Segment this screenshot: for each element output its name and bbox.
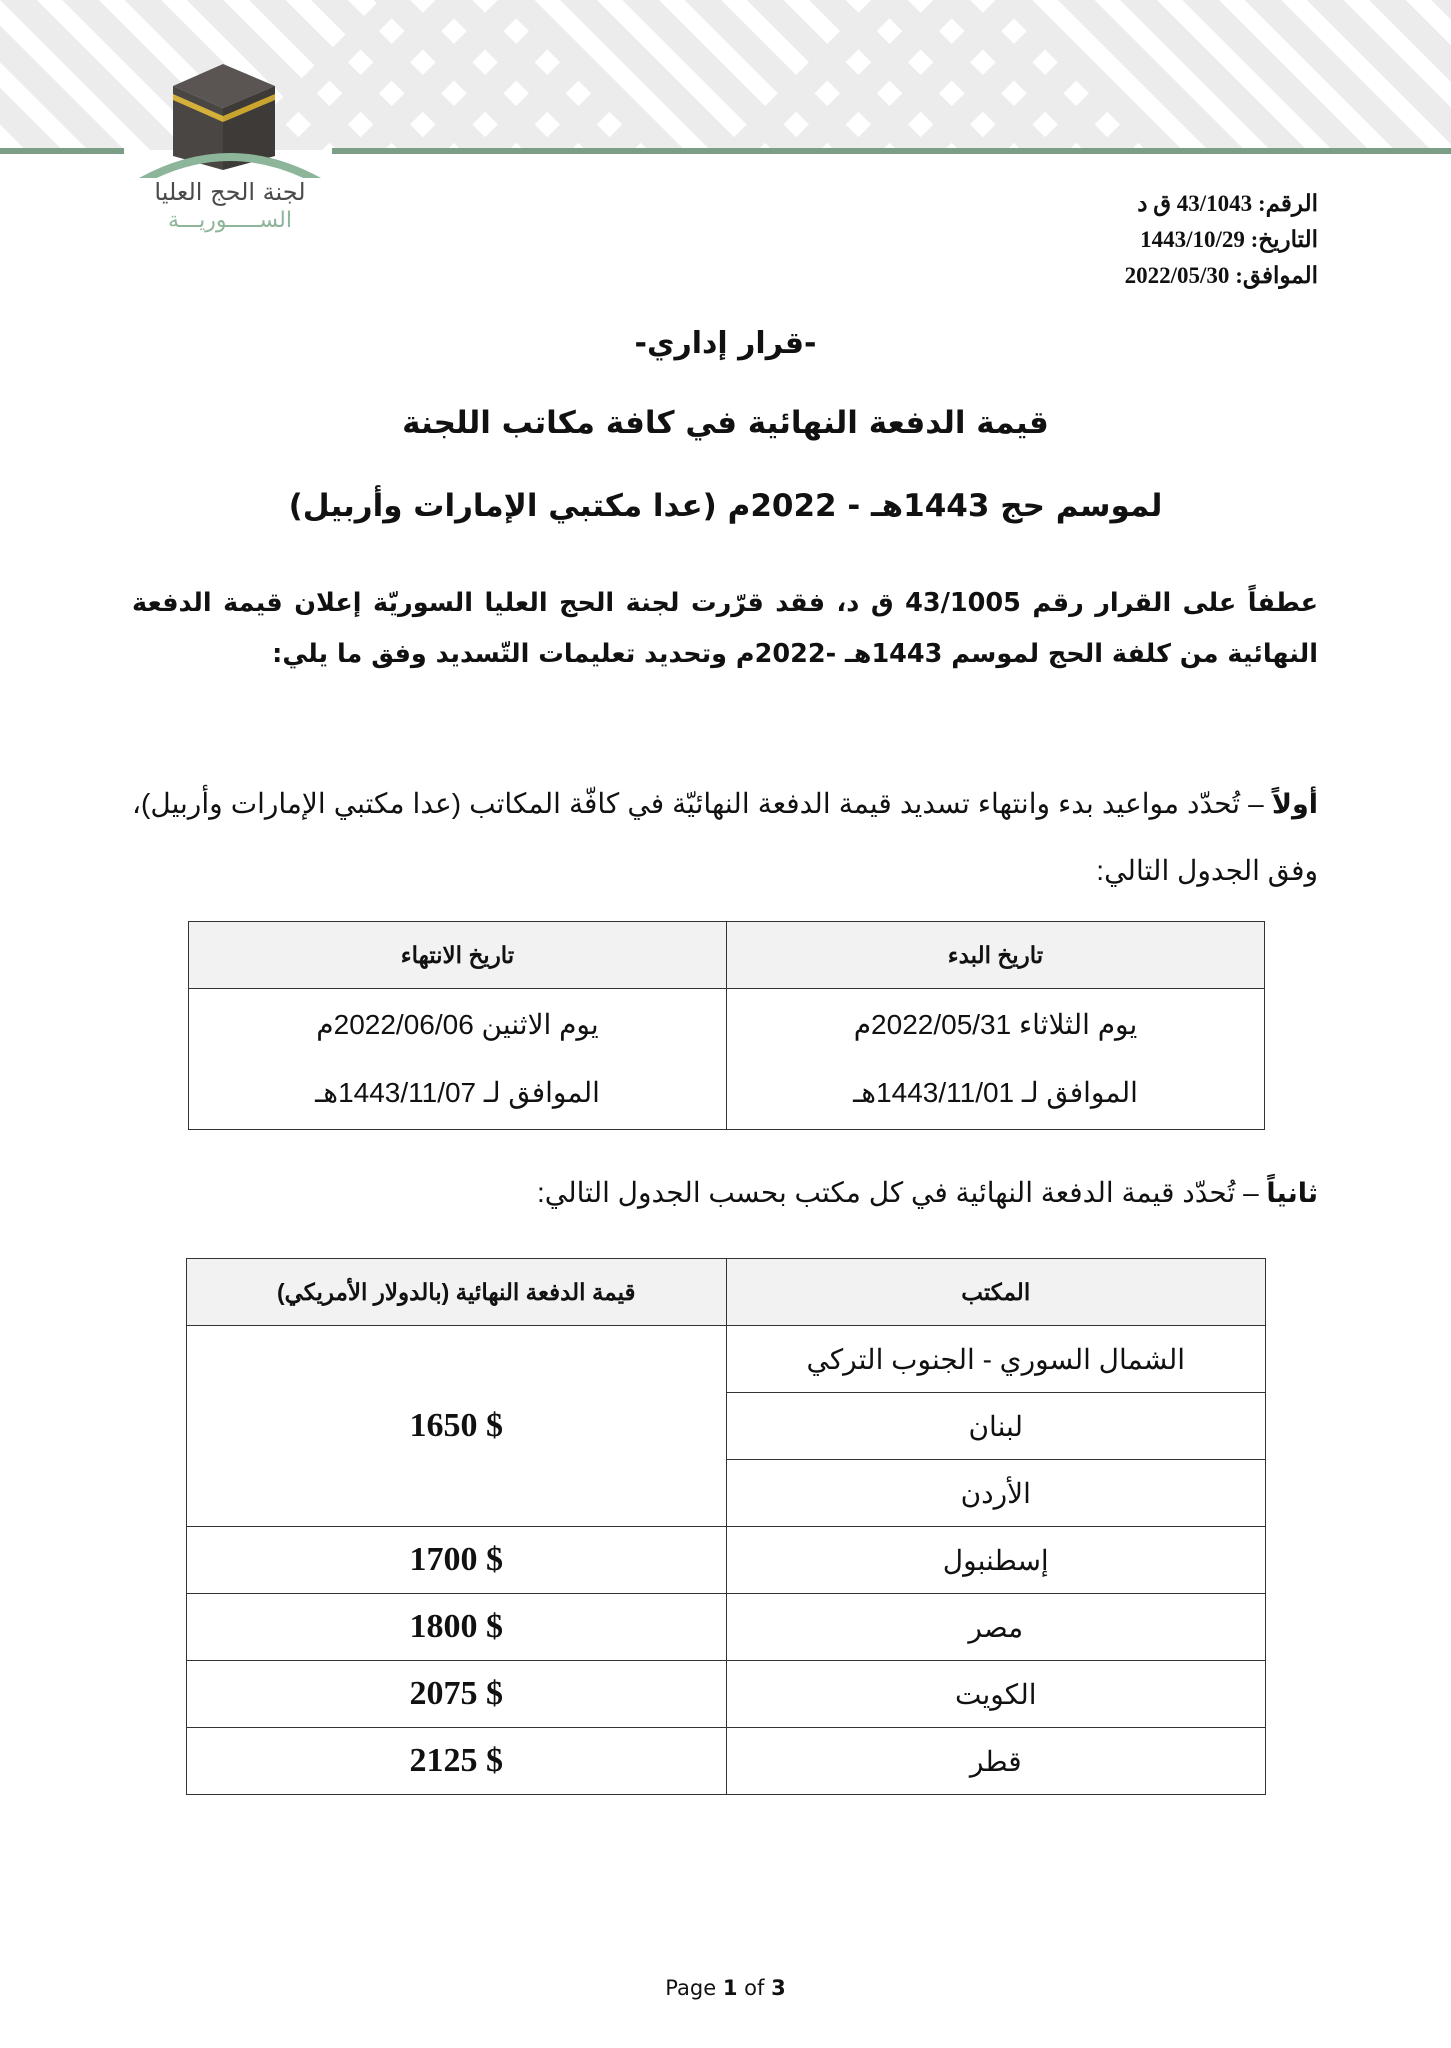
header-office: المكتب [726,1259,1266,1326]
end-date-gregorian: يوم الاثنين 2022/06/06م [316,1009,599,1040]
reference-hijri-date [1125,222,1318,258]
table-row [187,1527,1266,1594]
section-first-lead: أولاً [1271,789,1318,820]
gregorian-date-label: الموافق: [1235,263,1318,288]
start-date-cell [727,989,1265,1130]
subject-title: قيمة الدفعة النهائية في كافة مكاتب اللجنة [402,405,1049,441]
reference-number [1125,186,1318,222]
decision-title: -قرار إداري- [634,326,817,361]
header-start-date: تاريخ البدء [727,922,1265,989]
end-date-hijri: الموافق لـ 1443/11/07هـ [315,1077,600,1108]
table-row [187,1326,1266,1393]
logo-subtitle: الســـــوريـــة [168,208,292,233]
kaaba-icon [125,58,335,178]
header-rule-right [332,148,1451,154]
reference-gregorian-date [1125,258,1318,294]
amount-cell: $ 2075 [187,1661,727,1728]
office-cell: مصر [726,1594,1266,1661]
intro-paragraph: عطفاً على القرار رقم 43/1005 ق د، فقد قرّرت لجنة الحج العليا السوريّة إعلان قيمة الدفعة النهائية من كلفة الحج لموسم 1443هـ -2022م وتحديد تعليمات التّسديد وفق ما يلي: [132,588,1318,669]
start-date-hijri: الموافق لـ 1443/11/01هـ [853,1077,1138,1108]
page-word: Page [665,1976,717,2000]
header-rule-left [0,148,124,154]
header-amount: قيمة الدفعة النهائية (بالدولار الأمريكي) [187,1259,727,1326]
table-row [187,1594,1266,1661]
total-pages: 3 [771,1976,786,2000]
office-cell: الشمال السوري - الجنوب التركي [726,1326,1266,1393]
reference-number-label: الرقم: [1257,191,1318,216]
office-cell: لبنان [726,1393,1266,1460]
amount-cell: $ 1700 [187,1527,727,1594]
page-indicator [0,1976,1451,2000]
hijri-date-value: 1443/10/29 [1140,227,1245,252]
office-cell: قطر [726,1728,1266,1795]
amount-cell: $ 2125 [187,1728,727,1795]
offices-table-header [187,1259,1266,1326]
end-date-cell [189,989,727,1130]
current-page: 1 [722,1976,738,2000]
of-word: of [744,1976,765,2000]
offices-table [186,1258,1266,1795]
table-row [187,1728,1266,1795]
hijri-date-label: التاريخ: [1250,227,1318,252]
section-second [132,1160,1318,1227]
logo-title: لجنة الحج العليا [154,178,306,206]
office-cell: إسطنبول [726,1527,1266,1594]
gregorian-date-value: 2022/05/30 [1124,263,1230,288]
section-second-lead: ثانياً [1266,1178,1318,1209]
season-title: لموسم حج 1443هـ - 2022م (عدا مكتبي الإمارات وأربيل) [288,488,1163,524]
dates-table [188,921,1265,1130]
dates-table-header [189,922,1265,989]
office-cell: الأردن [726,1460,1266,1527]
office-cell: الكويت [726,1661,1266,1728]
section-first [132,771,1318,904]
dates-table-row [189,989,1265,1130]
section-second-text: – تُحدّد قيمة الدفعة النهائية في كل مكتب بحسب الجدول التالي: [536,1177,1267,1208]
amount-cell: $ 1650 [187,1326,727,1527]
section-first-text: – تُحدّد مواعيد بدء وانتهاء تسديد قيمة الدفعة النهائيّة في كافّة المكاتب (عدا مكتبي الإمارات وأربيل)، وفق الجدول التالي: [132,788,1318,886]
start-date-gregorian: يوم الثلاثاء 2022/05/31م [853,1009,1138,1040]
table-row [187,1661,1266,1728]
header-end-date: تاريخ الانتهاء [189,922,727,989]
amount-cell: $ 1800 [187,1594,727,1661]
reference-number-value: 43/1043 ق د [1137,191,1253,216]
reference-block [1125,186,1318,294]
